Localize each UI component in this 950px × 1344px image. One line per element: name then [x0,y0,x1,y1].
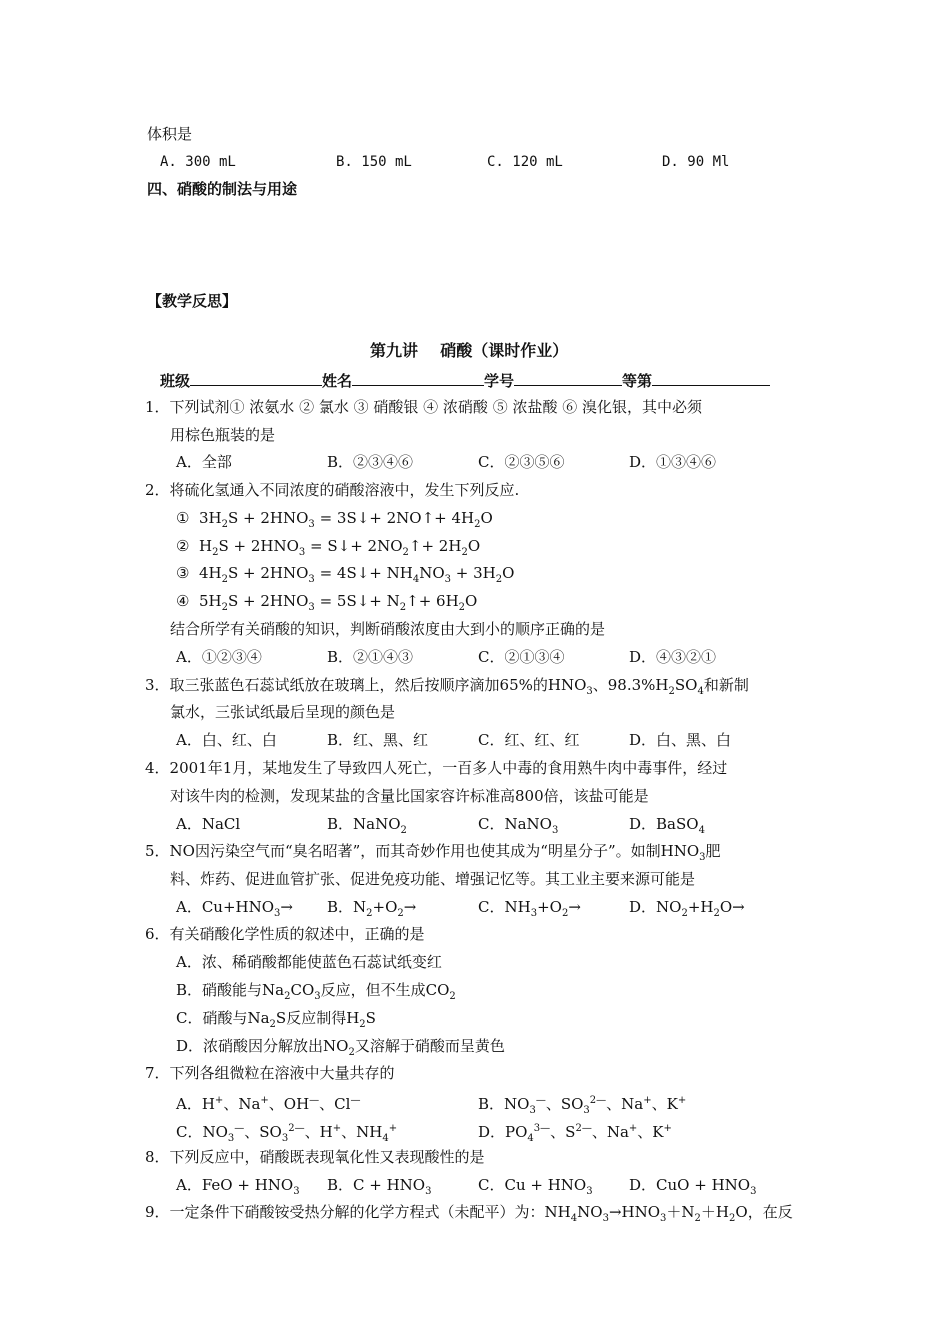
grade-blank [652,369,770,386]
q1-option-b: B．②③④⑥ [327,453,414,471]
q5-option-a: A．$Cu+HNO_3\to$ [176,898,293,919]
q8-option-c: C．$Cu + HNO_3$ [478,1176,593,1197]
q5-option-b: B．$N_2+O_2\to$ [327,898,417,919]
grade-label: 等第 [622,372,653,390]
question-1-stem-cont: 用棕色瓶装的是 [170,426,276,444]
prev-question-tail: 体积是 [147,125,193,143]
q7-option-a: A．H+、Na+、OH—、Cl— [176,1095,361,1113]
q2-option-b: B．②①④③ [327,648,414,666]
q6-option-a: A．浓、稀硝酸都能使蓝色石蕊试纸变红 [176,953,442,971]
q2-reaction-2: ② $H_2S + 2HNO_3$ = S↓+ $2NO_2↑+ 2H_2O$ [176,537,481,558]
q3-option-b: B．红、黑、红 [327,731,429,749]
question-2-ask: 结合所学有关硝酸的知识，判断硝酸浓度由大到小的顺序正确的是 [170,620,606,638]
q2-reaction-3: ③ $4H_2S + 2HNO_3$ = 4S↓+ $NH_4NO_3 + 3H_2O$ [176,564,515,585]
q8-option-a: A．FeO + $HNO_3$ [176,1176,300,1197]
q4-option-d: D．BaSO$_4$ [629,815,705,836]
question-4-stem-cont: 对该牛肉的检测，发现某盐的含量比国家容许标准高800倍，该盐可能是 [170,787,649,805]
prev-option-d: D. 90 Ml [662,154,730,170]
question-8-stem: 8．下列反应中，硝酸既表现氧化性又表现酸性的是 [145,1148,485,1166]
q2-option-d: D．④③②① [629,648,717,666]
q6-option-c: C．硝酸与$Na_2S$反应制得$H_2S$ [176,1009,376,1030]
section-heading: 四、硝酸的制法与用途 [147,180,298,198]
id-blank [514,369,622,386]
q2-reaction-4: ④ $5H_2S + 2HNO_3$ = 5S↓+ $N_2↑+ 6H_2O$ [176,592,478,613]
page-title [370,341,568,361]
question-3-stem: 3．取三张蓝色石蕊试纸放在玻璃上，然后按顺序滴加65%的$HNO_3$、$98.3\%H_2SO_4$和新制 [145,676,749,697]
question-4-stem: 4．2001年1月，某地发生了导致四人死亡，一百多人中毒的食用熟牛肉中毒事件，经过 [145,759,728,777]
question-7-stem: 7．下列各组微粒在溶液中大量共存的 [145,1064,395,1082]
q2-option-a: A．①②③④ [176,648,262,666]
title-lecture: 第九讲 [370,341,419,360]
question-6-stem: 6．有关硝酸化学性质的叙述中，正确的是 [145,925,425,943]
q2-option-c: C．②①③④ [478,648,565,666]
q8-option-b: B．$C + HNO_3$ [327,1176,432,1197]
q6-option-b: B．硝酸能与$Na_2CO_3$反应，但不生成$CO_2$ [176,981,456,1002]
question-1-stem: 1．下列试剂① 浓氨水 ② 氯水 ③ 硝酸银 ④ 浓硝酸 ⑤ 浓盐酸 ⑥ 溴化银，其中必须 [145,398,702,416]
q3-option-a: A．白、红、白 [176,731,277,749]
q8-option-d: D．CuO + $HNO_3$ [629,1176,757,1197]
class-blank [190,369,322,386]
q1-option-d: D．①③④⑥ [629,453,717,471]
q7-option-c: C．$NO_3^—$、$SO_3^{2—}$、H+、$NH_4^+$ [176,1123,398,1144]
q4-option-b: B．NaNO$_2$ [327,815,407,836]
id-label: 学号 [484,372,515,390]
q3-option-d: D．白、黑、白 [629,731,732,749]
q5-option-c: C．$NH_3+O_2\to$ [478,898,581,919]
class-label: 班级 [160,372,191,390]
title-topic: 硝酸（课时作业） [440,341,569,360]
student-info-line [160,369,770,391]
question-9-stem: 9．一定条件下硝酸铵受热分解的化学方程式（未配平）为：$NH_4NO_3\to HNO_3+N_2+H_2O$，在反 [145,1203,793,1224]
question-5-stem-cont: 料、炸药、促进血管扩张、促进免疫功能、增强记忆等。其工业主要来源可能是 [170,870,696,888]
question-2-stem: 2．将硫化氢通入不同浓度的硝酸溶液中，发生下列反应. [145,481,520,499]
prev-option-c: C. 120 mL [487,154,563,170]
prev-option-a: A. 300 mL [160,154,236,170]
q1-option-c: C．②③⑤⑥ [478,453,565,471]
question-3-stem-cont: 氯水，三张试纸最后呈现的颜色是 [170,703,396,721]
question-5-stem: 5．NO因污染空气而“臭名昭著”，而其奇妙作用也使其成为“明星分子”。如制$HNO_3$肥 [145,842,721,863]
reflection-heading: 【教学反思】 [147,292,238,310]
q1-option-a: A．全部 [176,453,232,471]
q7-option-d: D．$PO_4^{3—}$、$S^{2—}$、Na+、K+ [478,1123,672,1144]
name-label: 姓名 [322,372,353,390]
q6-option-d: D．浓硝酸因分解放出$NO_2$又溶解于硝酸而呈黄色 [176,1037,505,1058]
q3-option-c: C．红、红、红 [478,731,580,749]
q4-option-a: A．NaCl [176,815,241,833]
name-blank [352,369,484,386]
q2-reaction-1: ① $3H_2S + 2HNO_3$ = 3S↓+ 2NO↑+ $4H_2O$ [176,509,493,530]
q5-option-d: D．$NO_2+H_2O\to$ [629,898,745,919]
prev-option-b: B. 150 mL [336,154,412,170]
q7-option-b: B．$NO_3^—$、$SO_3^{2—}$、Na+、K+ [478,1095,687,1116]
q4-option-c: C．NaNO$_3$ [478,815,559,836]
